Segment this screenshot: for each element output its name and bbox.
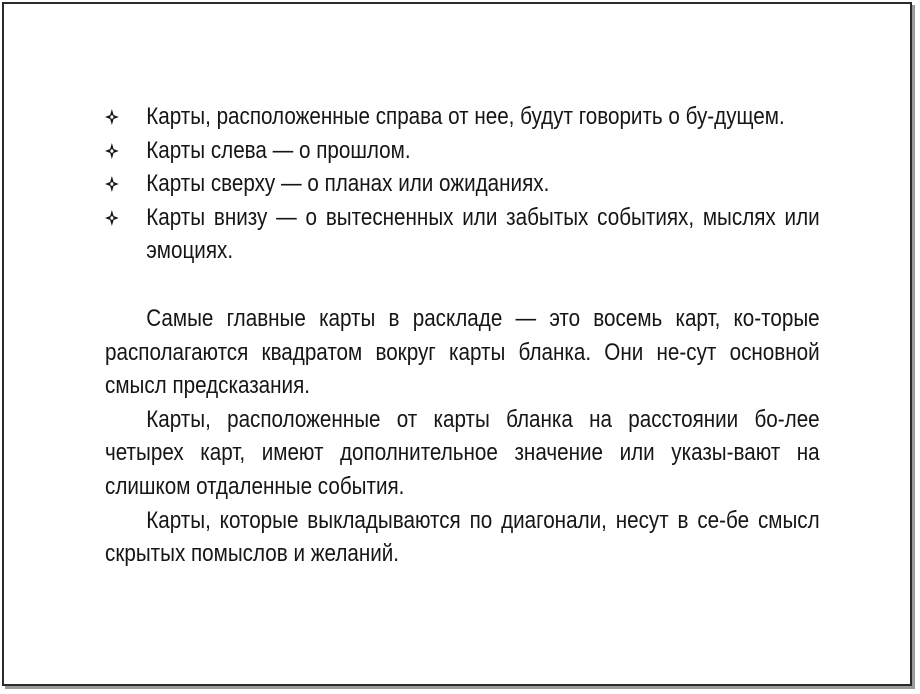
four-point-star-ornament-icon <box>105 143 119 159</box>
paragraph: Самые главные карты в раскладе — это восемь карт, ко-торые располагаются квадратом вокруг карты бланка. Они не-сут основной смысл предсказания. <box>105 304 820 400</box>
section-gap <box>105 268 820 302</box>
list-item-text: Карты внизу — о вытесненных или забытых событиях, мыслях или эмоциях. <box>146 203 820 265</box>
document-body <box>105 100 820 571</box>
list-item-text: Карты сверху — о планах или ожиданиях. <box>146 170 550 198</box>
four-point-star-ornament-icon <box>105 109 119 125</box>
list-item-text: Карты слева — о прошлом. <box>146 136 411 164</box>
four-point-star-ornament-icon <box>105 176 119 192</box>
bullet-list <box>105 100 820 268</box>
list-item-text: Карты, расположенные справа от нее, будут говорить о бу-дущем. <box>146 103 785 130</box>
page-frame <box>2 2 912 686</box>
four-point-star-ornament-icon <box>105 210 119 226</box>
paragraph: Карты, расположенные от карты бланка на расстоянии бо-лее четырех карт, имеют дополнительное значение или указы-вают на слишком отдаленные события. <box>105 405 820 500</box>
paragraph: Карты, которые выкладываются по диагонали, несут в се-бе смысл скрытых помыслов и желаний. <box>105 506 820 568</box>
list-item <box>105 201 820 268</box>
list-item <box>105 167 820 201</box>
list-item <box>105 100 820 134</box>
list-item <box>105 134 820 168</box>
